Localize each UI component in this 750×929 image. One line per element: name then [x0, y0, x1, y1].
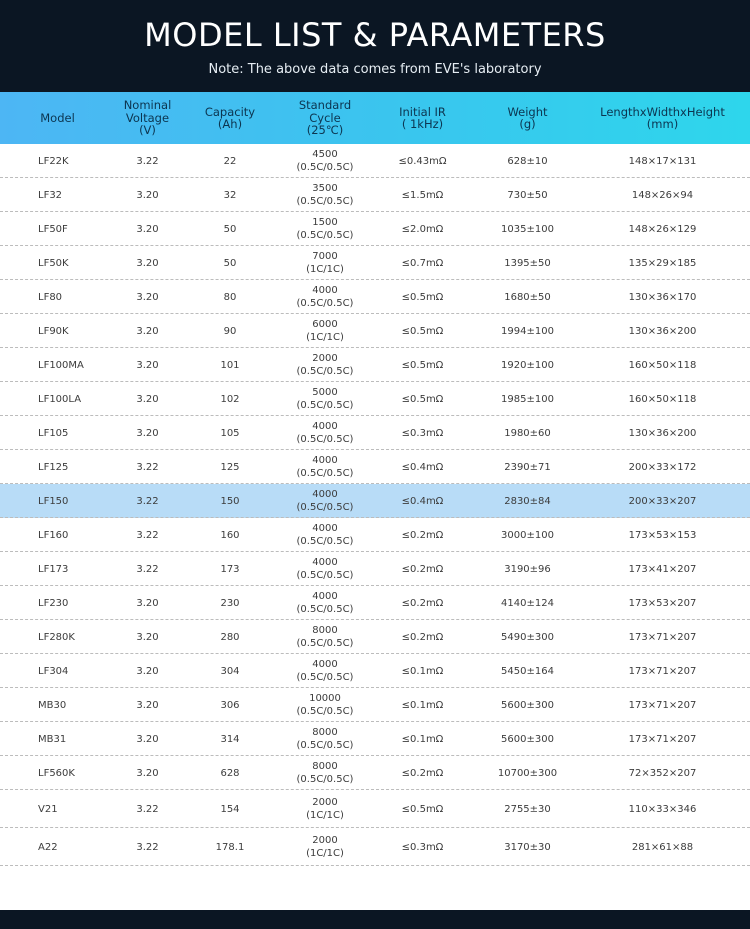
- cell-capacity: 90: [223, 325, 237, 337]
- cell-capacity: 102: [220, 393, 240, 405]
- cell-dims: 110×33×346: [628, 803, 697, 815]
- table-row: [0, 722, 750, 756]
- cell-cycle: 4000 (0.5C/0.5C): [296, 523, 354, 547]
- cell-capacity: 280: [220, 631, 240, 643]
- table-row: [0, 654, 750, 688]
- cell-capacity: 105: [220, 427, 240, 439]
- cell-cycle: 7000 (1C/1C): [306, 251, 344, 275]
- cell-dims: 173×71×207: [628, 733, 697, 745]
- table-row: [0, 246, 750, 280]
- table-row: [0, 144, 750, 178]
- cell-dims: 130×36×200: [628, 427, 697, 439]
- cell-cycle: 8000 (0.5C/0.5C): [296, 761, 354, 785]
- cell-weight: 10700±300: [497, 767, 558, 779]
- table-row: [0, 212, 750, 246]
- cell-capacity: 80: [223, 291, 237, 303]
- cell-capacity: 314: [220, 733, 240, 745]
- cell-capacity: 101: [220, 359, 240, 371]
- cell-model: LF100MA: [38, 359, 84, 371]
- cell-dims: 148×17×131: [628, 155, 697, 167]
- cell-voltage: 3.20: [136, 223, 159, 235]
- cell-model: MB30: [38, 699, 67, 711]
- cell-model: LF150: [38, 495, 69, 507]
- cell-voltage: 3.22: [136, 563, 159, 575]
- cell-dims: 72×352×207: [628, 767, 697, 779]
- cell-voltage: 3.20: [136, 427, 159, 439]
- cell-cycle: 4000 (0.5C/0.5C): [296, 421, 354, 445]
- cell-weight: 1994±100: [501, 325, 554, 337]
- cell-cycle: 4000 (0.5C/0.5C): [296, 557, 354, 581]
- cell-dims: 148×26×94: [631, 189, 694, 201]
- cell-weight: 1920±100: [501, 359, 554, 371]
- column-header-voltage: Nominal Voltage (V): [123, 98, 172, 138]
- cell-model: LF80: [38, 291, 63, 303]
- table-row: [0, 450, 750, 484]
- cell-voltage: 3.20: [136, 359, 159, 371]
- column-header-ir: Initial IR ( 1kHz): [399, 104, 446, 131]
- cell-voltage: 3.22: [136, 529, 159, 541]
- cell-dims: 173×41×207: [628, 563, 697, 575]
- cell-voltage: 3.20: [136, 767, 159, 779]
- cell-model: LF173: [38, 563, 69, 575]
- cell-ir: ≤0.5mΩ: [401, 291, 444, 303]
- table-row: [0, 620, 750, 654]
- cell-weight: 730±50: [507, 189, 548, 201]
- cell-weight: 5490±300: [501, 631, 554, 643]
- cell-voltage: 3.20: [136, 665, 159, 677]
- cell-dims: 281×61×88: [631, 841, 694, 853]
- table-row: [0, 688, 750, 722]
- cell-model: LF32: [38, 189, 63, 201]
- cell-voltage: 3.22: [136, 803, 159, 815]
- cell-dims: 200×33×207: [628, 495, 697, 507]
- cell-voltage: 3.20: [136, 325, 159, 337]
- cell-weight: 2830±84: [504, 495, 551, 507]
- cell-ir: ≤0.5mΩ: [401, 803, 444, 815]
- cell-cycle: 2000 (1C/1C): [306, 835, 344, 859]
- cell-voltage: 3.20: [136, 257, 159, 269]
- cell-ir: ≤0.5mΩ: [401, 359, 444, 371]
- table-header: [0, 92, 750, 144]
- cell-model: LF90K: [38, 325, 69, 337]
- cell-dims: 200×33×172: [628, 461, 697, 473]
- cell-model: LF125: [38, 461, 69, 473]
- footer-bar: [0, 910, 750, 929]
- cell-capacity: 230: [220, 597, 240, 609]
- cell-ir: ≤0.2mΩ: [401, 563, 444, 575]
- cell-ir: ≤0.5mΩ: [401, 325, 444, 337]
- cell-capacity: 306: [220, 699, 240, 711]
- cell-cycle: 5000 (0.5C/0.5C): [296, 387, 354, 411]
- table-row: [0, 382, 750, 416]
- cell-capacity: 154: [220, 803, 240, 815]
- cell-cycle: 2000 (1C/1C): [306, 797, 344, 821]
- cell-voltage: 3.22: [136, 495, 159, 507]
- cell-dims: 160×50×118: [628, 359, 697, 371]
- source-note: Note: The above data comes from EVE's laboratory: [208, 62, 542, 77]
- cell-ir: ≤0.2mΩ: [401, 529, 444, 541]
- cell-cycle: 4000 (0.5C/0.5C): [296, 455, 354, 479]
- cell-model: LF50K: [38, 257, 69, 269]
- cell-ir: ≤0.7mΩ: [401, 257, 444, 269]
- cell-model: LF230: [38, 597, 69, 609]
- cell-model: LF280K: [38, 631, 75, 643]
- cell-ir: ≤0.2mΩ: [401, 597, 444, 609]
- cell-capacity: 150: [220, 495, 240, 507]
- cell-ir: ≤0.1mΩ: [401, 699, 444, 711]
- cell-voltage: 3.22: [136, 841, 159, 853]
- cell-capacity: 178.1: [215, 841, 245, 853]
- cell-dims: 173×71×207: [628, 631, 697, 643]
- cell-weight: 5600±300: [501, 699, 554, 711]
- cell-ir: ≤2.0mΩ: [401, 223, 444, 235]
- cell-voltage: 3.20: [136, 733, 159, 745]
- cell-weight: 3170±30: [504, 841, 551, 853]
- table-row: [0, 178, 750, 212]
- cell-weight: 4140±124: [501, 597, 554, 609]
- cell-cycle: 4000 (0.5C/0.5C): [296, 489, 354, 513]
- cell-capacity: 22: [223, 155, 237, 167]
- cell-dims: 148×26×129: [628, 223, 697, 235]
- cell-capacity: 304: [220, 665, 240, 677]
- cell-voltage: 3.20: [136, 291, 159, 303]
- cell-model: MB31: [38, 733, 67, 745]
- column-header-dims: LengthxWidthxHeight (mm): [600, 104, 725, 131]
- table-row: [0, 586, 750, 620]
- cell-weight: 628±10: [507, 155, 548, 167]
- column-header-capacity: Capacity (Ah): [204, 104, 256, 131]
- cell-cycle: 6000 (1C/1C): [306, 319, 344, 343]
- cell-cycle: 4000 (0.5C/0.5C): [296, 285, 354, 309]
- cell-weight: 1395±50: [504, 257, 551, 269]
- column-header-weight: Weight (g): [507, 104, 548, 131]
- cell-model: LF160: [38, 529, 69, 541]
- cell-ir: ≤0.1mΩ: [401, 733, 444, 745]
- cell-model: LF50F: [38, 223, 68, 235]
- cell-model: LF105: [38, 427, 69, 439]
- table-row: [0, 552, 750, 586]
- cell-weight: 3190±96: [504, 563, 551, 575]
- table-row: [0, 484, 750, 518]
- cell-ir: ≤0.1mΩ: [401, 665, 444, 677]
- column-header-cycle: Standard Cycle (25℃): [298, 98, 352, 138]
- page-title: MODEL LIST & PARAMETERS: [144, 16, 606, 54]
- cell-model: LF304: [38, 665, 69, 677]
- cell-cycle: 3500 (0.5C/0.5C): [296, 183, 354, 207]
- cell-ir: ≤1.5mΩ: [401, 189, 444, 201]
- cell-dims: 160×50×118: [628, 393, 697, 405]
- cell-cycle: 2000 (0.5C/0.5C): [296, 353, 354, 377]
- cell-ir: ≤0.4mΩ: [401, 461, 444, 473]
- cell-ir: ≤0.3mΩ: [401, 427, 444, 439]
- cell-ir: ≤0.2mΩ: [401, 767, 444, 779]
- cell-weight: 3000±100: [501, 529, 554, 541]
- cell-weight: 1980±60: [504, 427, 551, 439]
- cell-ir: ≤0.5mΩ: [401, 393, 444, 405]
- table-row: [0, 518, 750, 552]
- cell-cycle: 8000 (0.5C/0.5C): [296, 625, 354, 649]
- cell-voltage: 3.20: [136, 393, 159, 405]
- cell-cycle: 4000 (0.5C/0.5C): [296, 591, 354, 615]
- cell-cycle: 4500 (0.5C/0.5C): [296, 149, 354, 173]
- cell-cycle: 8000 (0.5C/0.5C): [296, 727, 354, 751]
- cell-weight: 1035±100: [501, 223, 554, 235]
- cell-voltage: 3.20: [136, 631, 159, 643]
- table-row: [0, 790, 750, 828]
- cell-cycle: 1500 (0.5C/0.5C): [296, 217, 354, 241]
- cell-ir: ≤0.2mΩ: [401, 631, 444, 643]
- cell-dims: 173×71×207: [628, 699, 697, 711]
- cell-weight: 2755±30: [504, 803, 551, 815]
- column-header-model: Model: [40, 110, 75, 125]
- table-row: [0, 756, 750, 790]
- cell-dims: 173×71×207: [628, 665, 697, 677]
- table-row: [0, 348, 750, 382]
- cell-ir: ≤0.43mΩ: [398, 155, 447, 167]
- cell-model: A22: [38, 841, 58, 853]
- cell-model: V21: [38, 803, 58, 815]
- cell-weight: 5450±164: [501, 665, 554, 677]
- title-banner: [0, 0, 750, 92]
- cell-capacity: 160: [220, 529, 240, 541]
- cell-capacity: 628: [220, 767, 240, 779]
- cell-voltage: 3.22: [136, 155, 159, 167]
- cell-capacity: 50: [223, 223, 237, 235]
- cell-voltage: 3.20: [136, 597, 159, 609]
- cell-weight: 2390±71: [504, 461, 551, 473]
- cell-ir: ≤0.4mΩ: [401, 495, 444, 507]
- cell-dims: 130×36×170: [628, 291, 697, 303]
- table-row: [0, 314, 750, 348]
- cell-dims: 173×53×153: [628, 529, 697, 541]
- cell-voltage: 3.22: [136, 461, 159, 473]
- cell-capacity: 50: [223, 257, 237, 269]
- cell-weight: 1680±50: [504, 291, 551, 303]
- cell-weight: 1985±100: [501, 393, 554, 405]
- cell-dims: 135×29×185: [628, 257, 697, 269]
- table-row: [0, 416, 750, 450]
- cell-model: LF100LA: [38, 393, 82, 405]
- table-row: [0, 828, 750, 866]
- cell-dims: 173×53×207: [628, 597, 697, 609]
- cell-model: LF22K: [38, 155, 69, 167]
- cell-cycle: 4000 (0.5C/0.5C): [296, 659, 354, 683]
- cell-model: LF560K: [38, 767, 75, 779]
- cell-voltage: 3.20: [136, 699, 159, 711]
- cell-voltage: 3.20: [136, 189, 159, 201]
- cell-capacity: 125: [220, 461, 240, 473]
- table-row: [0, 280, 750, 314]
- cell-cycle: 10000 (0.5C/0.5C): [296, 693, 354, 717]
- cell-ir: ≤0.3mΩ: [401, 841, 444, 853]
- cell-capacity: 173: [220, 563, 240, 575]
- cell-capacity: 32: [223, 189, 237, 201]
- cell-weight: 5600±300: [501, 733, 554, 745]
- cell-dims: 130×36×200: [628, 325, 697, 337]
